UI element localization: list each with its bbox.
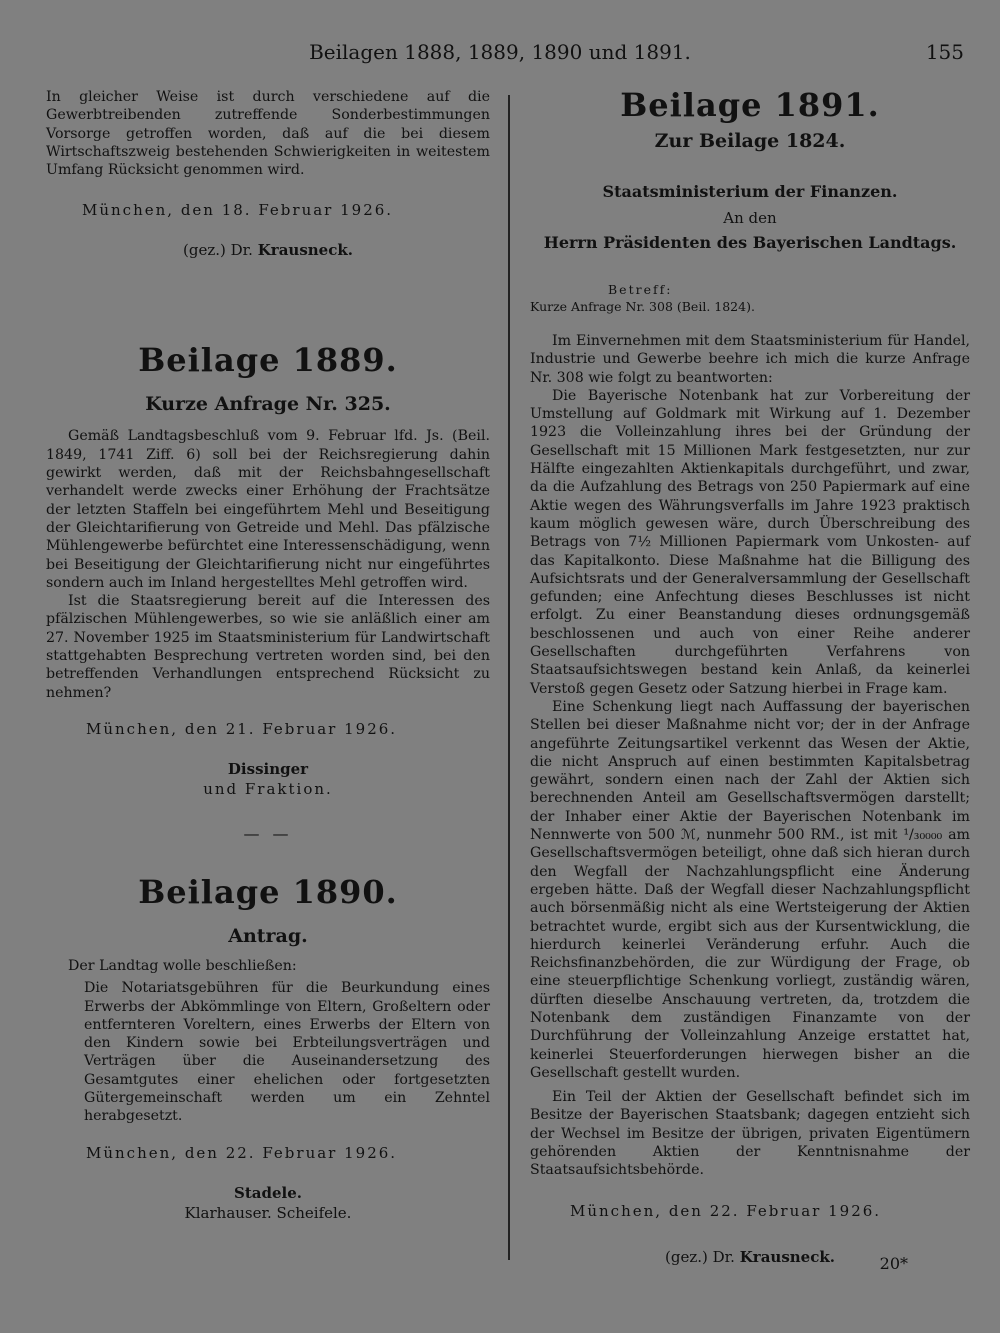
answer-signature-name: Krausneck. [739, 1247, 835, 1266]
answer-paragraph-4: Ein Teil der Aktien der Gesellschaft befindet sich im Besitze der Bayerischen Staatsbank; dagegen entzieht sich der Wechsel im Besitze der übrigen, privaten Eigentümern gehörenden Aktien der Kenntnisnahme der Staatsaufsichtsbehörde. [530, 1089, 970, 1179]
beilage-1890-motion: Die Notariatsgebühren für die Beurkundung eines Erwerbs der Abkömmlinge von Eltern, Großeltern oder entfernteren Voreltern, eines Erwerbs der Eltern von den Kindern sowie bei Erbteilungsverträgen und Verträgen über die Auseinandersetzung des Gesamtgutes einer ehelichen oder fortgesetzten Gütergemeinschaft werden um ein Zehntel herabgesetzt. [84, 980, 490, 1125]
beilage-1889-paragraph-1: Gemäß Landtagsbeschluß vom 9. Februar lfd. Js. (Beil. 1849, 1741 Ziff. 6) soll bei der Reichsregierung dahin gewirkt werden, daß mit der Reichsbahngesellschaft verhandelt werde zwecks einer Erhöhung der Frachtsätze der letzten Staffeln bei eingeführtem Mehl und Beseitigung der Gleichtarifierung von Getreide und Mehl. Das pfälzische Mühlengewerbe befürchtet eine Interessenschädigung, wenn bei Beseitigung der Gleichtarifierung nicht nur eingeführtes sondern auch im Inland hergestelltes Mehl getroffen wird. [46, 428, 490, 591]
answer-signature-prefix: (gez.) Dr. [665, 1247, 735, 1266]
beilage-1890-signatory-2: Klarhauser. Scheifele. [184, 1203, 352, 1222]
section-separator: — — [243, 823, 293, 843]
column-divider [508, 95, 510, 1260]
beilage-1890-title: Beilage 1890. [138, 872, 398, 911]
beilage-1890-lead: Der Landtag wolle beschließen: [68, 957, 297, 974]
beilage-1890-date: München, den 22. Februar 1926. [86, 1143, 398, 1162]
beilage-1889-paragraph-2: Ist die Staatsregierung bereit auf die Interessen des pfälzischen Mühlengewerbes, so wie sie anläßlich einer am 27. November 1925 im Staatsministerium für Landwirtschaft stattgehabten Besprechung vertreten worden sind, bei den betreffenden Verhandlungen entsprechend Rücksicht zu nehmen? [46, 593, 490, 701]
beilage-1889-title: Beilage 1889. [138, 341, 398, 380]
beilage-1889-subtitle: Kurze Anfrage Nr. 325. [145, 393, 391, 416]
ministry-heading: Staatsministerium der Finanzen. [602, 182, 898, 201]
answer-paragraph-1: Im Einvernehmen mit dem Staatsministerium für Handel, Industrie und Gewerbe beehre ich mich die kurze Anfrage Nr. 308 wie folgt zu beantworten: [530, 333, 970, 386]
answer-date: München, den 22. Februar 1926. [570, 1201, 882, 1220]
intro-date: München, den 18. Februar 1926. [82, 201, 394, 220]
answer-paragraph-2: Die Bayerische Notenbank hat zur Vorbereitung der Umstellung auf Goldmark mit Wirkung auf 1. Dezember 1923 die Volleinzahlung ihres bei der Gründung der Gesellschaft mit 15 Millionen Mark festgesetzten, nur zur Hälfte eingezahlten Aktienkapitals durchgeführt, und zwar, da die Aufzahlung des Betrags von 250 Papiermark auf eine Aktie wegen des Währungsverfalls im Jahre 1923 praktisch kaum möglich gewesen wäre, durch Überschreibung des Betrags von 7½ Millionen Papiermark vom Unkosten- auf das Kapitalkonto. Diese Maßnahme hat die Billigung des Aufsichtsrats und der Generalversammlung der Gesellschaft gefunden; eine Anfechtung dieses Beschlusses ist nicht erfolgt. Zu einer Beanstandung dieses ordnungsgemäß beschlossenen und auch von einer Reihe anderer Gesellschaften durchgeführten Verfahrens von Staatsaufsichtswegen bestand kein Anlaß, da keinerlei Verstoß gegen Gesetz oder Satzung hierbei in Frage kam. [530, 387, 970, 697]
page-header [0, 40, 1000, 70]
subject: Kurze Anfrage Nr. 308 (Beil. 1824). [530, 299, 755, 314]
beilage-1890-signatory-1: Stadele. [234, 1183, 302, 1202]
sheet-mark: 20* [879, 1254, 908, 1273]
addressee: Herrn Präsidenten des Bayerischen Landtags. [543, 233, 957, 252]
right-column [530, 88, 970, 1266]
beilage-1891-subtitle: Zur Beilage 1824. [654, 130, 846, 152]
beilage-1891-title: Beilage 1891. [620, 86, 880, 124]
intro-signature-prefix: (gez.) Dr. [183, 241, 253, 260]
beilage-1890-subtitle: Antrag. [228, 924, 308, 947]
page-number: 155 [925, 40, 964, 64]
beilage-1889-date: München, den 21. Februar 1926. [86, 719, 398, 738]
answer-paragraph-3: Eine Schenkung liegt nach Auffassung der bayerischen Stellen bei dieser Maßnahme nicht vor; der in der Anfrage angeführte Zeitungsartikel verkennt das Wesen der Aktie, die nicht Anspruch auf einen bestimmten Kapitalsbetrag gewährt, sondern einen nach der Zahl der Aktien sich berechnenden Anteil am Gesellschaftsvermögen darstellt; der Inhaber einer Aktie der Bayerischen Notenbank im Nennwerte von 500 ℳ, nunmehr 500 RM., ist mit ¹/₃₀₀₀₀ am Gesellschaftsvermögen beteiligt, ohne daß sich hieran durch den Wegfall der Nachzahlungspflicht eine Änderung ergeben hätte. Daß der Wegfall dieser Nachzahlungspflicht auch börsenmäßig nicht als eine Wertsteigerung der Aktien betrachtet wurde, ergibt sich aus der Kursentwicklung, die hierdurch keinerlei Veränderung erfuhr. Auch die Reichsfinanzbehörden, die zur Würdigung der Frage, ob eine steuerpflichtige Schenkung vorliegt, zuständig wären, dürften dieselbe Anschauung vertreten, da, trotzdem die Notenbank dem zuständigen Finanzamte von der Durchführung der Volleinzahlung Anzeige erstattet hat, keinerlei Steuerforderungen hierwegen bisher an die Gesellschaft gestellt wurden. [530, 698, 970, 1081]
beilage-1889-signatory-group: und Fraktion. [203, 779, 333, 798]
left-column [46, 88, 490, 1222]
addressee-prefix: An den [723, 209, 777, 227]
intro-signature [46, 241, 490, 259]
beilage-1889-signatory: Dissinger [227, 759, 309, 778]
intro-paragraph: In gleicher Weise ist durch verschiedene auf die Gewerbtreibenden zutreffende Sonderbestimmungen Vorsorge getroffen worden, daß auf die bei diesem Wirtschaftszweig bestehenden Schwierigkeiten in weitestem Umfang Rücksicht genommen wird. [46, 89, 490, 179]
running-head: Beilagen 1888, 1889, 1890 und 1891. [309, 40, 691, 64]
subject-label: Betreff: [608, 282, 673, 297]
intro-signature-name: Krausneck. [257, 241, 353, 260]
